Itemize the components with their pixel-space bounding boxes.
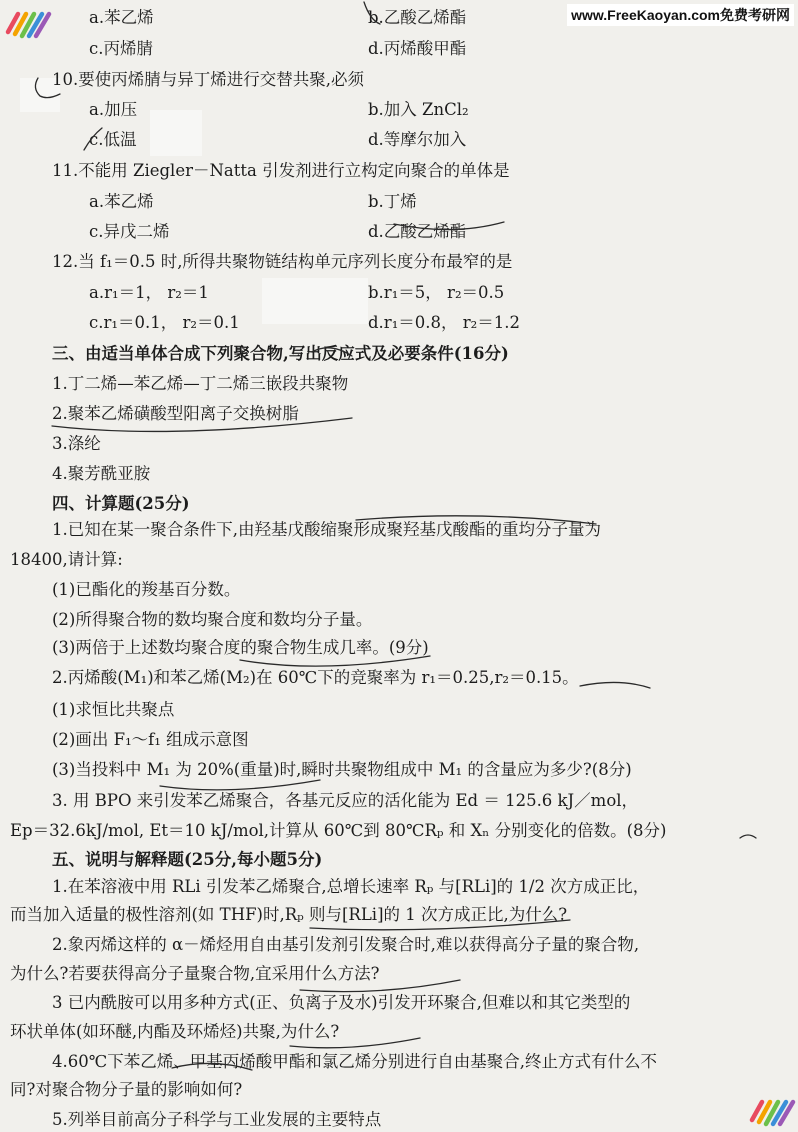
scan-blank-patch — [150, 110, 202, 156]
q11-option-c: c.异戊二烯 — [89, 222, 170, 241]
calc-2-part-b: (2)画出 F₁～f₁ 组成示意图 — [52, 730, 249, 749]
explain-4-line-1: 4.60℃下苯乙烯、甲基丙烯酸甲酯和氯乙烯分别进行自由基聚合,终止方式有什么不 — [52, 1052, 657, 1071]
section-3-item-3: 3.涤纶 — [52, 434, 101, 453]
q9-option-b: b.乙酸乙烯酯 — [368, 8, 467, 27]
calc-2-part-c: (3)当投料中 M₁ 为 20%(重量)时,瞬时共聚物组成中 M₁ 的含量应为多少?(8分) — [52, 760, 632, 779]
q9-option-d: d.丙烯酸甲酯 — [368, 39, 467, 58]
section-5-title: 五、说明与解释题(25分,每小题5分) — [52, 850, 323, 869]
calc-1-line-2: 18400,请计算: — [10, 550, 123, 569]
q11-stem: 11.不能用 Ziegler－Natta 引发剂进行立构定向聚合的单体是 — [52, 161, 510, 180]
q10-option-d: d.等摩尔加入 — [368, 130, 467, 149]
q10-stem: 10.要使丙烯腈与异丁烯进行交替共聚,必须 — [52, 70, 364, 89]
calc-3-line-2: Ep＝32.6kJ/mol, Et＝10 kJ/mol,计算从 60℃到 80℃Rₚ 和 Xₙ 分别变化的倍数。(8分) — [10, 821, 667, 840]
explain-1-line-1: 1.在苯溶液中用 RLi 引发苯乙烯聚合,总增长速率 Rₚ 与[RLi]的 1/2 次方成正比， — [52, 877, 650, 896]
explain-3-line-1: 3 已内酰胺可以用多种方式(正、负离子及水)引发开环聚合,但难以和其它类型的 — [52, 993, 631, 1012]
q9-option-a: a.苯乙烯 — [89, 8, 154, 27]
q9-option-c: c.丙烯腈 — [89, 39, 153, 58]
freekaoyan-logo-bottom — [748, 1090, 796, 1130]
explain-1-line-2: 而当加入适量的极性溶剂(如 THF)时,Rₚ 则与[RLi]的 1 次方成正比,为什么? — [10, 905, 568, 924]
q11-option-d: d.乙酸乙烯酯 — [368, 222, 467, 241]
q11-option-a: a.苯乙烯 — [89, 192, 154, 211]
calc-3-line-1: 3. 用 BPO 来引发苯乙烯聚合，各基元反应的活化能为 Ed ＝ 125.6 kJ／mol， — [52, 791, 639, 810]
explain-2-line-1: 2.象丙烯这样的 α－烯烃用自由基引发剂引发聚合时,难以获得高分子量的聚合物, — [52, 935, 640, 954]
calc-1-line-1: 1.已知在某一聚合条件下,由羟基戊酸缩聚形成聚羟基戊酸酯的重均分子量为 — [52, 520, 601, 539]
q10-option-a: a.加压 — [89, 100, 138, 119]
q10-option-c: c.低温 — [89, 130, 137, 149]
freekaoyan-logo-top — [4, 2, 52, 42]
q12-option-d: d.r₁＝0.8， r₂＝1.2 — [368, 313, 521, 332]
calc-1-part-a: (1)已酯化的羧基百分数。 — [52, 580, 241, 599]
section-3-item-4: 4.聚芳酰亚胺 — [52, 464, 151, 483]
watermark-url[interactable]: www.FreeKaoyan.com免费考研网 — [567, 4, 794, 26]
explain-3-line-2: 环状单体(如环醚,内酯及环烯烃)共聚,为什么? — [10, 1022, 340, 1041]
calc-2-part-a: (1)求恒比共聚点 — [52, 700, 175, 719]
calc-2-line-1: 2.丙烯酸(M₁)和苯乙烯(M₂)在 60℃下的竞聚率为 r₁＝0.25,r₂＝0.15。 — [52, 668, 579, 687]
q11-option-b: b.丁烯 — [368, 192, 417, 211]
section-4-title: 四、计算题(25分) — [52, 494, 190, 513]
section-3-item-2: 2.聚苯乙烯磺酸型阳离子交换树脂 — [52, 404, 299, 423]
explain-4-line-2: 同?对聚合物分子量的影响如何? — [10, 1080, 243, 1099]
calc-1-part-b: (2)所得聚合物的数均聚合度和数均分子量。 — [52, 610, 373, 629]
q12-option-c: c.r₁＝0.1， r₂＝0.1 — [89, 313, 240, 332]
explain-5-line-1: 5.列举目前高分子科学与工业发展的主要特点 — [52, 1110, 382, 1129]
q12-option-a: a.r₁＝1， r₂＝1 — [89, 283, 209, 302]
q10-option-b: b.加入 ZnCl₂ — [368, 100, 469, 119]
section-3-title: 三、由适当单体合成下列聚合物,写出反应式及必要条件(16分) — [52, 344, 509, 363]
q12-option-b: b.r₁＝5， r₂＝0.5 — [368, 283, 505, 302]
calc-1-part-c: (3)两倍于上述数均聚合度的聚合物生成几率。(9分) — [52, 638, 429, 657]
q12-stem: 12.当 f₁＝0.5 时,所得共聚物链结构单元序列长度分布最窄的是 — [52, 252, 513, 271]
explain-2-line-2: 为什么?若要获得高分子量聚合物,宜采用什么方法? — [10, 964, 380, 983]
section-3-item-1: 1.丁二烯—苯乙烯—丁二烯三嵌段共聚物 — [52, 374, 349, 393]
scan-blank-patch — [262, 278, 368, 324]
